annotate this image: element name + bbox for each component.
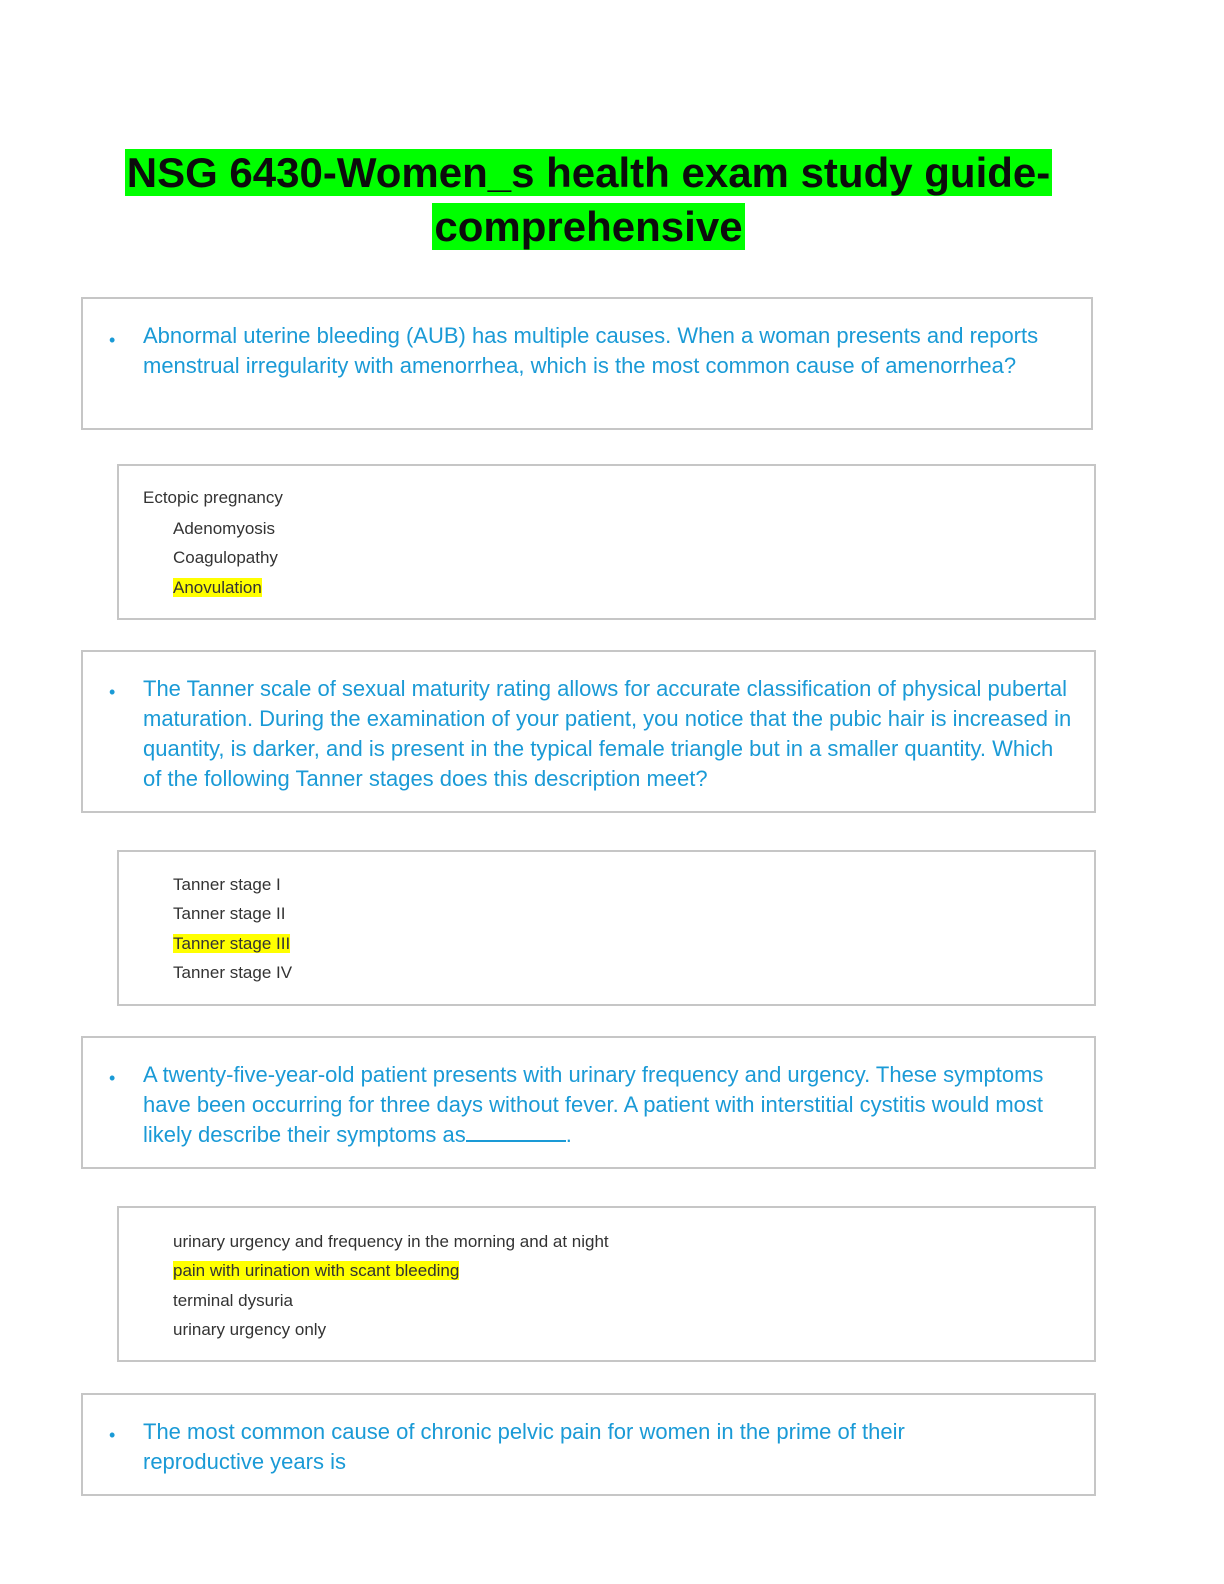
answer-option: terminal dysuria	[173, 1291, 293, 1310]
answer-box-2	[117, 850, 1096, 1006]
answer-option: Adenomyosis	[173, 519, 276, 538]
answer-box-3	[117, 1206, 1096, 1362]
question-text: The Tanner scale of sexual maturity rating allows for accurate classification of physical pubertal maturation. During the examination of your patient, you notice that the pubic hair is increased in quantity, is darker, and is present in the typical female triangle but in a smaller quantity. Which of the following Tanner stages does this description meet?	[143, 676, 1072, 791]
answer-option: Tanner stage I	[173, 875, 281, 894]
question-text-body: A twenty-five-year-old patient presents with urinary frequency and urgency. These symptoms have been occurring for three days without fever. A patient with interstitial cystitis would most likely describe their symptoms as	[143, 1062, 1044, 1147]
bullet-icon: •	[109, 330, 116, 350]
bullet-icon: •	[109, 682, 116, 702]
question-text	[143, 1060, 1074, 1150]
answer-option: urinary urgency and frequency in the morning and at night	[173, 1232, 609, 1251]
answer-option: Tanner stage II	[173, 904, 286, 923]
bullet-icon: •	[109, 1068, 116, 1088]
question-box-2	[81, 650, 1096, 813]
fill-in-blank	[466, 1120, 566, 1142]
answer-option: Tanner stage IV	[173, 963, 293, 982]
question-text: The most common cause of chronic pelvic pain for women in the prime of their reproductive years is	[143, 1419, 905, 1474]
question-box-4	[81, 1393, 1096, 1496]
answer-option-correct: Anovulation	[173, 578, 262, 597]
answer-option-correct: Tanner stage III	[173, 934, 291, 953]
answer-option: Ectopic pregnancy	[143, 488, 283, 507]
question-box-3	[81, 1036, 1096, 1169]
answer-option-correct: pain with urination with scant bleeding	[173, 1261, 460, 1280]
document-title	[0, 146, 1177, 254]
answer-option: Coagulopathy	[173, 548, 278, 567]
answer-option: urinary urgency only	[173, 1320, 327, 1339]
question-box-1	[81, 297, 1093, 430]
answer-box-1	[117, 464, 1096, 620]
title-line-2: comprehensive	[434, 203, 743, 250]
bullet-icon: •	[109, 1425, 116, 1445]
question-text: Abnormal uterine bleeding (AUB) has multiple causes. When a woman presents and reports menstrual irregularity with amenorrhea, which is the most common cause of amenorrhea?	[143, 323, 1039, 378]
question-text-end: .	[565, 1122, 572, 1147]
title-line-1: NSG 6430-Women_s health exam study guide-	[126, 149, 1051, 196]
